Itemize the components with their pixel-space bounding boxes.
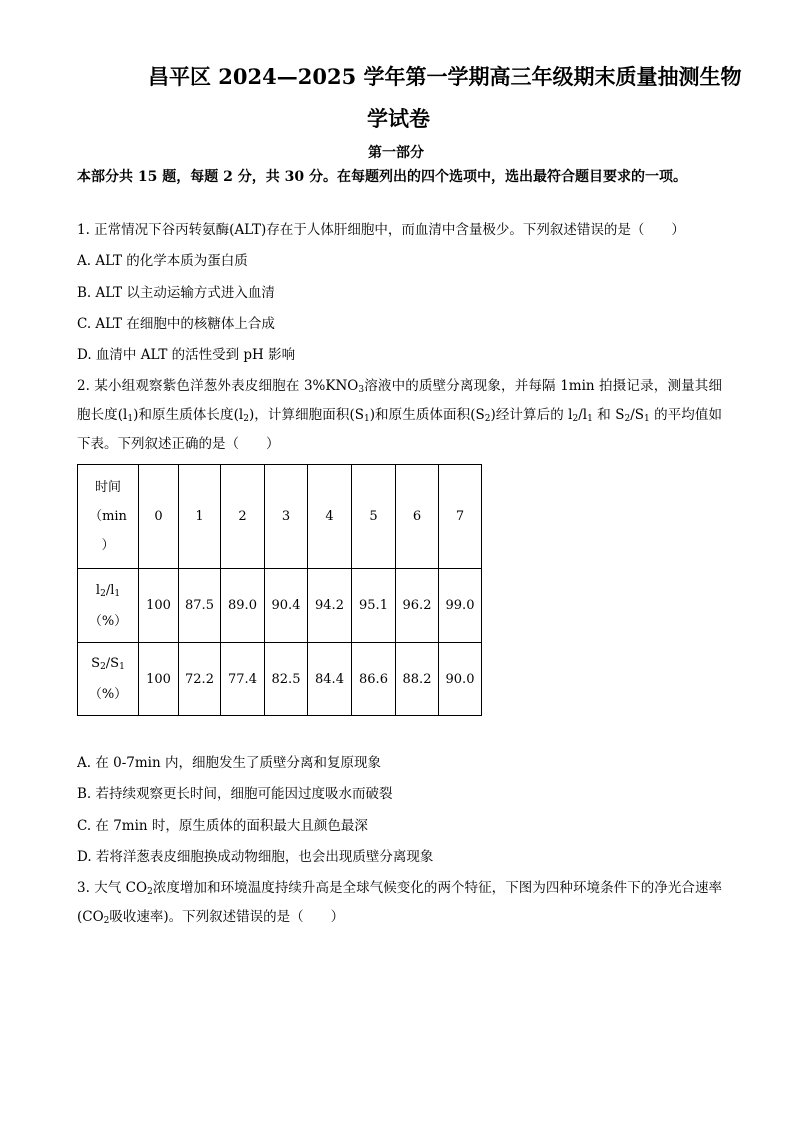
table-row: [78, 643, 482, 716]
q2-data-table: [77, 464, 482, 716]
table-cell: 88.2: [396, 643, 439, 716]
time-header-cell: 时间 （min ）: [78, 465, 139, 569]
table-cell: 96.2: [396, 569, 439, 643]
q3-stem: 3. 大气 $CO_2$浓度增加和环境温度持续升高是全球气候变化的两个特征，下图为四种环境条件下的净光合速率($CO_2$吸收速率)。下列叙述错误的是（ ）: [77, 880, 722, 926]
section-instructions: 本部分共 15 题，每题 2 分，共 30 分。在每题列出的四个选项中，选出最符合题目要求的一项。: [77, 169, 687, 185]
area-ratio-label-cell: $S_2/S_1$ （%）: [78, 643, 139, 716]
part-heading: 第一部分: [368, 145, 424, 161]
length-ratio-label-cell: $l_2/l_1$ （%）: [78, 569, 139, 643]
time-cell: 4: [308, 465, 352, 569]
time-cell: 2: [221, 465, 265, 569]
time-cell: 6: [396, 465, 439, 569]
table-cell: 82.5: [265, 643, 308, 716]
table-cell: 100: [139, 643, 179, 716]
time-cell: 7: [439, 465, 482, 569]
table-cell: 89.0: [221, 569, 265, 643]
q1-option-d: D. 血清中 ALT 的活性受到 pH 影响: [77, 347, 296, 363]
table-cell: 90.0: [439, 643, 482, 716]
time-cell: 1: [179, 465, 221, 569]
table-cell: 95.1: [352, 569, 396, 643]
table-cell: 94.2: [308, 569, 352, 643]
q1-stem: 1. 正常情况下谷丙转氨酶(ALT)存在于人体肝细胞中，而血清中含量极少。下列叙述错误的是（ ）: [77, 222, 685, 238]
exam-title: 昌平区 2024—2025 学年第一学期高三年级期末质量抽测生物: [148, 64, 742, 89]
q2-stem: 2. 某小组观察紫色洋葱外表皮细胞在 $3\%KNO_3$溶液中的质壁分离现象，并每隔 1min 拍摄记录，测量其细胞长度$(l_1)$和原生质体长度$(l_2)$，计算细胞面积$(S_1)$和原生质体面积$(S_2)$经计算后的 $l_2/l_1$ 和 $S_2/S_1$ 的平均值如下表。下列叙述正确的是（ ）: [77, 378, 722, 452]
table-cell: 86.6: [352, 643, 396, 716]
table-cell: 90.4: [265, 569, 308, 643]
table-cell: 100: [139, 569, 179, 643]
table-cell: 77.4: [221, 643, 265, 716]
q1-option-c: C. ALT 在细胞中的核糖体上合成: [77, 316, 275, 332]
table-header-row: [78, 465, 482, 569]
table-cell: 87.5: [179, 569, 221, 643]
q2-option-a: A. 在 0-7min 内，细胞发生了质壁分离和复原现象: [77, 755, 381, 771]
q1-option-b: B. ALT 以主动运输方式进入血清: [77, 285, 275, 301]
q2-option-c: C. 在 7min 时，原生质体的面积最大且颜色最深: [77, 818, 368, 834]
table-cell: 72.2: [179, 643, 221, 716]
table-cell: 99.0: [439, 569, 482, 643]
q2-option-b: B. 若持续观察更长时间，细胞可能因过度吸水而破裂: [77, 786, 393, 802]
exam-title-continued: 学试卷: [367, 106, 430, 131]
q1-option-a: A. ALT 的化学本质为蛋白质: [77, 253, 248, 269]
table-cell: 84.4: [308, 643, 352, 716]
table-row: [78, 569, 482, 643]
time-cell: 0: [139, 465, 179, 569]
time-cell: 5: [352, 465, 396, 569]
q2-option-d: D. 若将洋葱表皮细胞换成动物细胞，也会出现质壁分离现象: [77, 849, 434, 865]
time-cell: 3: [265, 465, 308, 569]
